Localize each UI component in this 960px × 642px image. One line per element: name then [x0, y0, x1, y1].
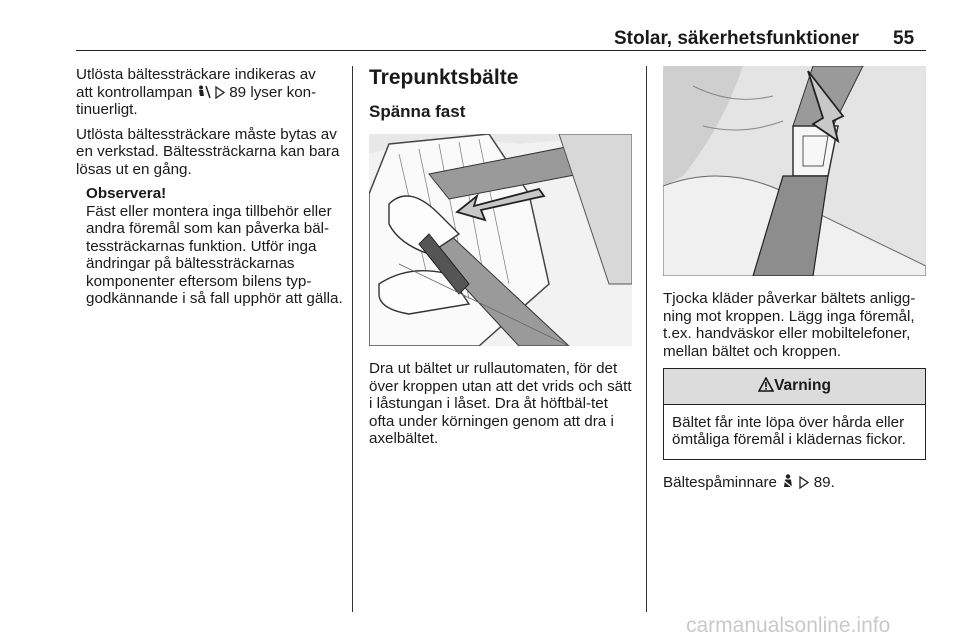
subsection-heading: Spänna fast: [369, 102, 466, 121]
page-reference-icon: [215, 86, 225, 99]
warning-header: [664, 369, 925, 405]
warning-title: Varning: [774, 377, 831, 394]
seatbelt-warning-icon: [197, 85, 211, 99]
note-title: Observera!: [86, 185, 167, 202]
warning-box: [663, 368, 926, 460]
watermark: carmanualsonline.info: [686, 614, 891, 637]
text: att kontrollampan: [76, 83, 193, 101]
warning-text: Bältet får inte löpa över hårda eller ömtåliga föremål i klädernas fickor.: [672, 413, 906, 448]
page-number: 55: [893, 28, 915, 49]
paragraph: [663, 474, 926, 492]
text: 89 lyser kon-: [229, 83, 317, 101]
section-heading: Trepunktsbälte: [369, 66, 519, 89]
section-title: Stolar, säkerhetsfunktioner: [614, 28, 859, 49]
seatbelt-fastening-illustration: [369, 134, 632, 346]
column-divider: [646, 66, 647, 612]
column-1: [76, 66, 344, 308]
text: 89.: [813, 473, 835, 491]
paragraph: Tjocka kläder påverkar bältets anligg-ning mot kroppen. Lägg inga föremål, t.ex. handväskor eller mobiltelefoner, mellan bältet och kroppen.: [663, 290, 916, 360]
page-reference-icon: [799, 476, 809, 489]
belt-buckle-illustration: [663, 66, 926, 276]
note-text: Fäst eller montera inga tillbehör eller andra föremål som kan påverka bäl-tessträckarnas funktion. Utför inga ändringar på bältessträckarnas komponenter eftersom bilens typ-godkännande i så fall upphör att gälla.: [86, 202, 343, 307]
text: Utlösta bältessträckare indikeras av: [76, 66, 316, 83]
paragraph: [76, 66, 344, 119]
text: tinuerligt.: [76, 101, 138, 118]
text: Bältespåminnare: [663, 473, 777, 491]
seatbelt-reminder-icon: [781, 474, 795, 489]
header-rule: [76, 50, 926, 51]
column-2: [369, 66, 635, 455]
paragraph: Utlösta bältessträckare måste bytas av en verkstad. Bältessträckarna kan bara lösas ut en gång.: [76, 125, 340, 178]
warning-triangle-icon: [758, 377, 774, 392]
note-block: [86, 185, 344, 308]
column-3: [663, 66, 926, 498]
paragraph: Dra ut bältet ur rullautomaten, för det över kroppen utan att det vrids och sätt i låstungan i låset. Dra åt höftbäl-tet ofta under körningen genom att dra i axelbältet.: [369, 360, 632, 447]
column-divider: [352, 66, 353, 612]
